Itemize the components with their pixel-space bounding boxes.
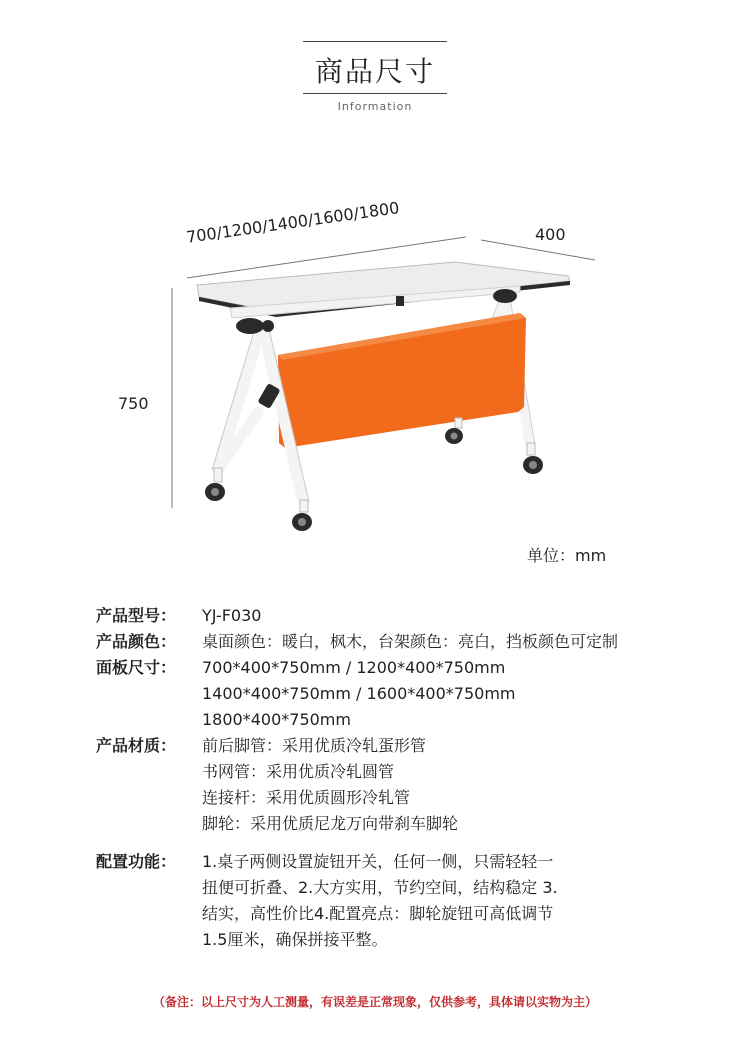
spec-value: 脚轮：采用优质尼龙万向带刹车脚轮	[202, 814, 459, 833]
spec-value: 1400*400*750mm / 1600*400*750mm	[202, 684, 516, 703]
height-dimension-label: 750	[118, 394, 149, 413]
spec-label: 产品材质：	[96, 736, 177, 755]
spec-label: 配置功能：	[96, 852, 177, 871]
spec-label: 产品型号：	[96, 606, 177, 625]
spec-value: 结实，高性价比4.配置亮点：脚轮旋钮可高低调节	[202, 904, 554, 923]
spec-value: 700*400*750mm / 1200*400*750mm	[202, 658, 506, 677]
spec-value: 桌面颜色：暖白，枫木，台架颜色：亮白，挡板颜色可定制	[202, 632, 619, 651]
spec-row-color	[96, 629, 736, 655]
unit-label: 单位：mm	[527, 546, 607, 565]
depth-dimension-line	[481, 240, 595, 260]
spec-row-material	[96, 733, 736, 837]
depth-dimension-label: 400	[535, 225, 566, 244]
length-dimension-label: 700/1200/1400/1600/1800	[185, 198, 401, 247]
spec-label: 产品颜色：	[96, 632, 177, 651]
spec-value: 1.5厘米，确保拼接平整。	[202, 930, 388, 949]
spec-value: 1800*400*750mm	[202, 710, 351, 729]
spec-value: YJ-F030	[202, 606, 262, 625]
spec-row-model	[96, 603, 736, 629]
disclaimer-note: （备注：以上尺寸为人工测量，有误差是正常现象，仅供参考，具体请以实物为主）	[152, 995, 597, 1009]
spec-label: 面板尺寸：	[96, 658, 177, 677]
casters	[205, 418, 543, 531]
spec-row-size	[96, 655, 736, 733]
spec-row-features	[96, 849, 736, 953]
page-title: 商品尺寸	[314, 55, 435, 88]
spec-list	[96, 603, 736, 953]
page-subtitle: Information	[337, 100, 413, 113]
spec-value: 前后脚管：采用优质冷轧蛋形管	[202, 736, 427, 755]
spec-value: 扭便可折叠、2.大方实用，节约空间，结构稳定 3.	[202, 878, 558, 897]
spec-value: 书网管：采用优质冷轧圆管	[202, 762, 395, 781]
spec-value: 1.桌子两侧设置旋钮开关，任何一侧，只需轻轻一	[202, 852, 554, 871]
modesty-panel	[278, 313, 526, 448]
spec-value: 连接杆：采用优质圆形冷轧管	[202, 788, 411, 807]
